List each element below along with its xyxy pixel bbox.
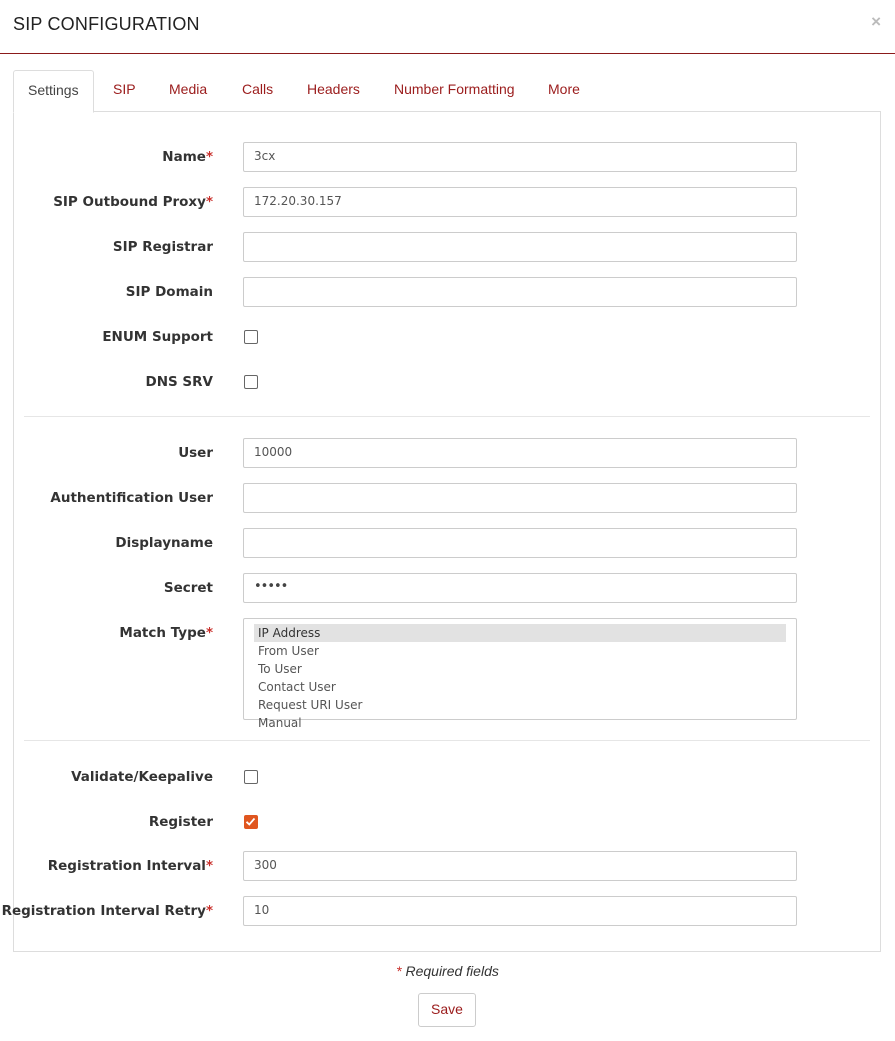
match-type-label: Match Type* bbox=[119, 625, 213, 641]
modal-header bbox=[0, 0, 895, 54]
registrar-label: SIP Registrar bbox=[112, 239, 213, 255]
section-divider bbox=[24, 740, 870, 741]
domain-row bbox=[14, 277, 880, 307]
tab-bar bbox=[13, 70, 881, 112]
outbound-proxy-row bbox=[14, 187, 880, 217]
validate-keepalive-checkbox[interactable] bbox=[244, 770, 258, 784]
match-type-option[interactable]: Request URI User bbox=[258, 698, 363, 712]
tab-more[interactable]: More bbox=[548, 81, 580, 97]
tab-headers[interactable]: Headers bbox=[307, 81, 360, 97]
displayname-label: Displayname bbox=[115, 535, 213, 551]
dns-srv-label: DNS SRV bbox=[145, 374, 213, 390]
match-type-option[interactable]: Contact User bbox=[258, 680, 336, 694]
auth-user-input[interactable] bbox=[243, 483, 797, 513]
registration-interval-retry-row bbox=[1, 896, 880, 926]
match-type-row bbox=[14, 618, 880, 730]
dns-srv-checkbox[interactable] bbox=[244, 375, 258, 389]
secret-label: Secret bbox=[163, 580, 213, 596]
outbound-proxy-label: SIP Outbound Proxy* bbox=[53, 194, 213, 210]
user-input[interactable]: 10000 bbox=[243, 438, 797, 468]
registration-interval-retry-label: Registration Interval Retry* bbox=[1, 903, 213, 919]
auth-user-label: Authentification User bbox=[50, 490, 213, 506]
required-marker: * bbox=[205, 625, 213, 641]
match-type-option[interactable]: From User bbox=[258, 644, 319, 658]
close-icon[interactable]: × bbox=[871, 12, 881, 31]
name-row bbox=[14, 142, 880, 172]
user-row bbox=[14, 438, 880, 468]
registration-interval-retry-input[interactable]: 10 bbox=[243, 896, 797, 926]
domain-input[interactable] bbox=[243, 277, 797, 307]
name-input[interactable]: 3cx bbox=[243, 142, 797, 172]
auth-user-row bbox=[14, 483, 880, 513]
registration-interval-row bbox=[14, 851, 880, 881]
validate-keepalive-row bbox=[14, 762, 880, 792]
required-marker: * bbox=[205, 194, 213, 210]
required-fields-note: * Required fields bbox=[396, 963, 499, 979]
tab-sip[interactable]: SIP bbox=[113, 81, 136, 97]
registrar-row bbox=[14, 232, 880, 262]
match-type-option[interactable]: Manual bbox=[258, 716, 302, 730]
required-marker: * bbox=[205, 149, 213, 165]
match-type-option[interactable]: IP Address bbox=[254, 624, 786, 642]
dns-srv-row bbox=[14, 367, 880, 397]
modal-title: SIP CONFIGURATION bbox=[13, 14, 200, 34]
name-label: Name* bbox=[162, 149, 213, 165]
register-checkbox[interactable] bbox=[244, 815, 258, 829]
tab-media[interactable]: Media bbox=[169, 81, 208, 97]
section-divider bbox=[24, 416, 870, 417]
required-marker: * bbox=[205, 858, 213, 874]
domain-label: SIP Domain bbox=[125, 284, 213, 300]
register-label: Register bbox=[148, 814, 213, 830]
match-type-listbox[interactable] bbox=[243, 618, 797, 730]
tab-settings[interactable]: Settings bbox=[13, 70, 94, 113]
displayname-input[interactable] bbox=[243, 528, 797, 558]
settings-panel bbox=[1, 111, 881, 952]
match-type-option[interactable]: To User bbox=[258, 662, 302, 676]
registration-interval-input[interactable]: 300 bbox=[243, 851, 797, 881]
enum-support-checkbox[interactable] bbox=[244, 330, 258, 344]
checkmark-icon bbox=[245, 816, 256, 827]
enum-support-row bbox=[14, 322, 880, 352]
validate-keepalive-label: Validate/Keepalive bbox=[71, 769, 213, 785]
enum-support-label: ENUM Support bbox=[102, 329, 213, 345]
secret-input[interactable]: ••••• bbox=[243, 573, 797, 603]
user-label: User bbox=[178, 445, 213, 461]
outbound-proxy-input[interactable]: 172.20.30.157 bbox=[243, 187, 797, 217]
secret-row bbox=[14, 573, 880, 603]
registration-interval-label: Registration Interval* bbox=[47, 858, 213, 874]
displayname-row bbox=[14, 528, 880, 558]
register-row bbox=[14, 807, 880, 837]
tab-calls[interactable]: Calls bbox=[242, 81, 274, 97]
tab-number-formatting[interactable]: Number Formatting bbox=[394, 81, 515, 97]
required-marker: * bbox=[205, 903, 213, 919]
save-button[interactable]: Save bbox=[418, 993, 476, 1027]
registrar-input[interactable] bbox=[243, 232, 797, 262]
required-marker: * bbox=[396, 963, 402, 979]
